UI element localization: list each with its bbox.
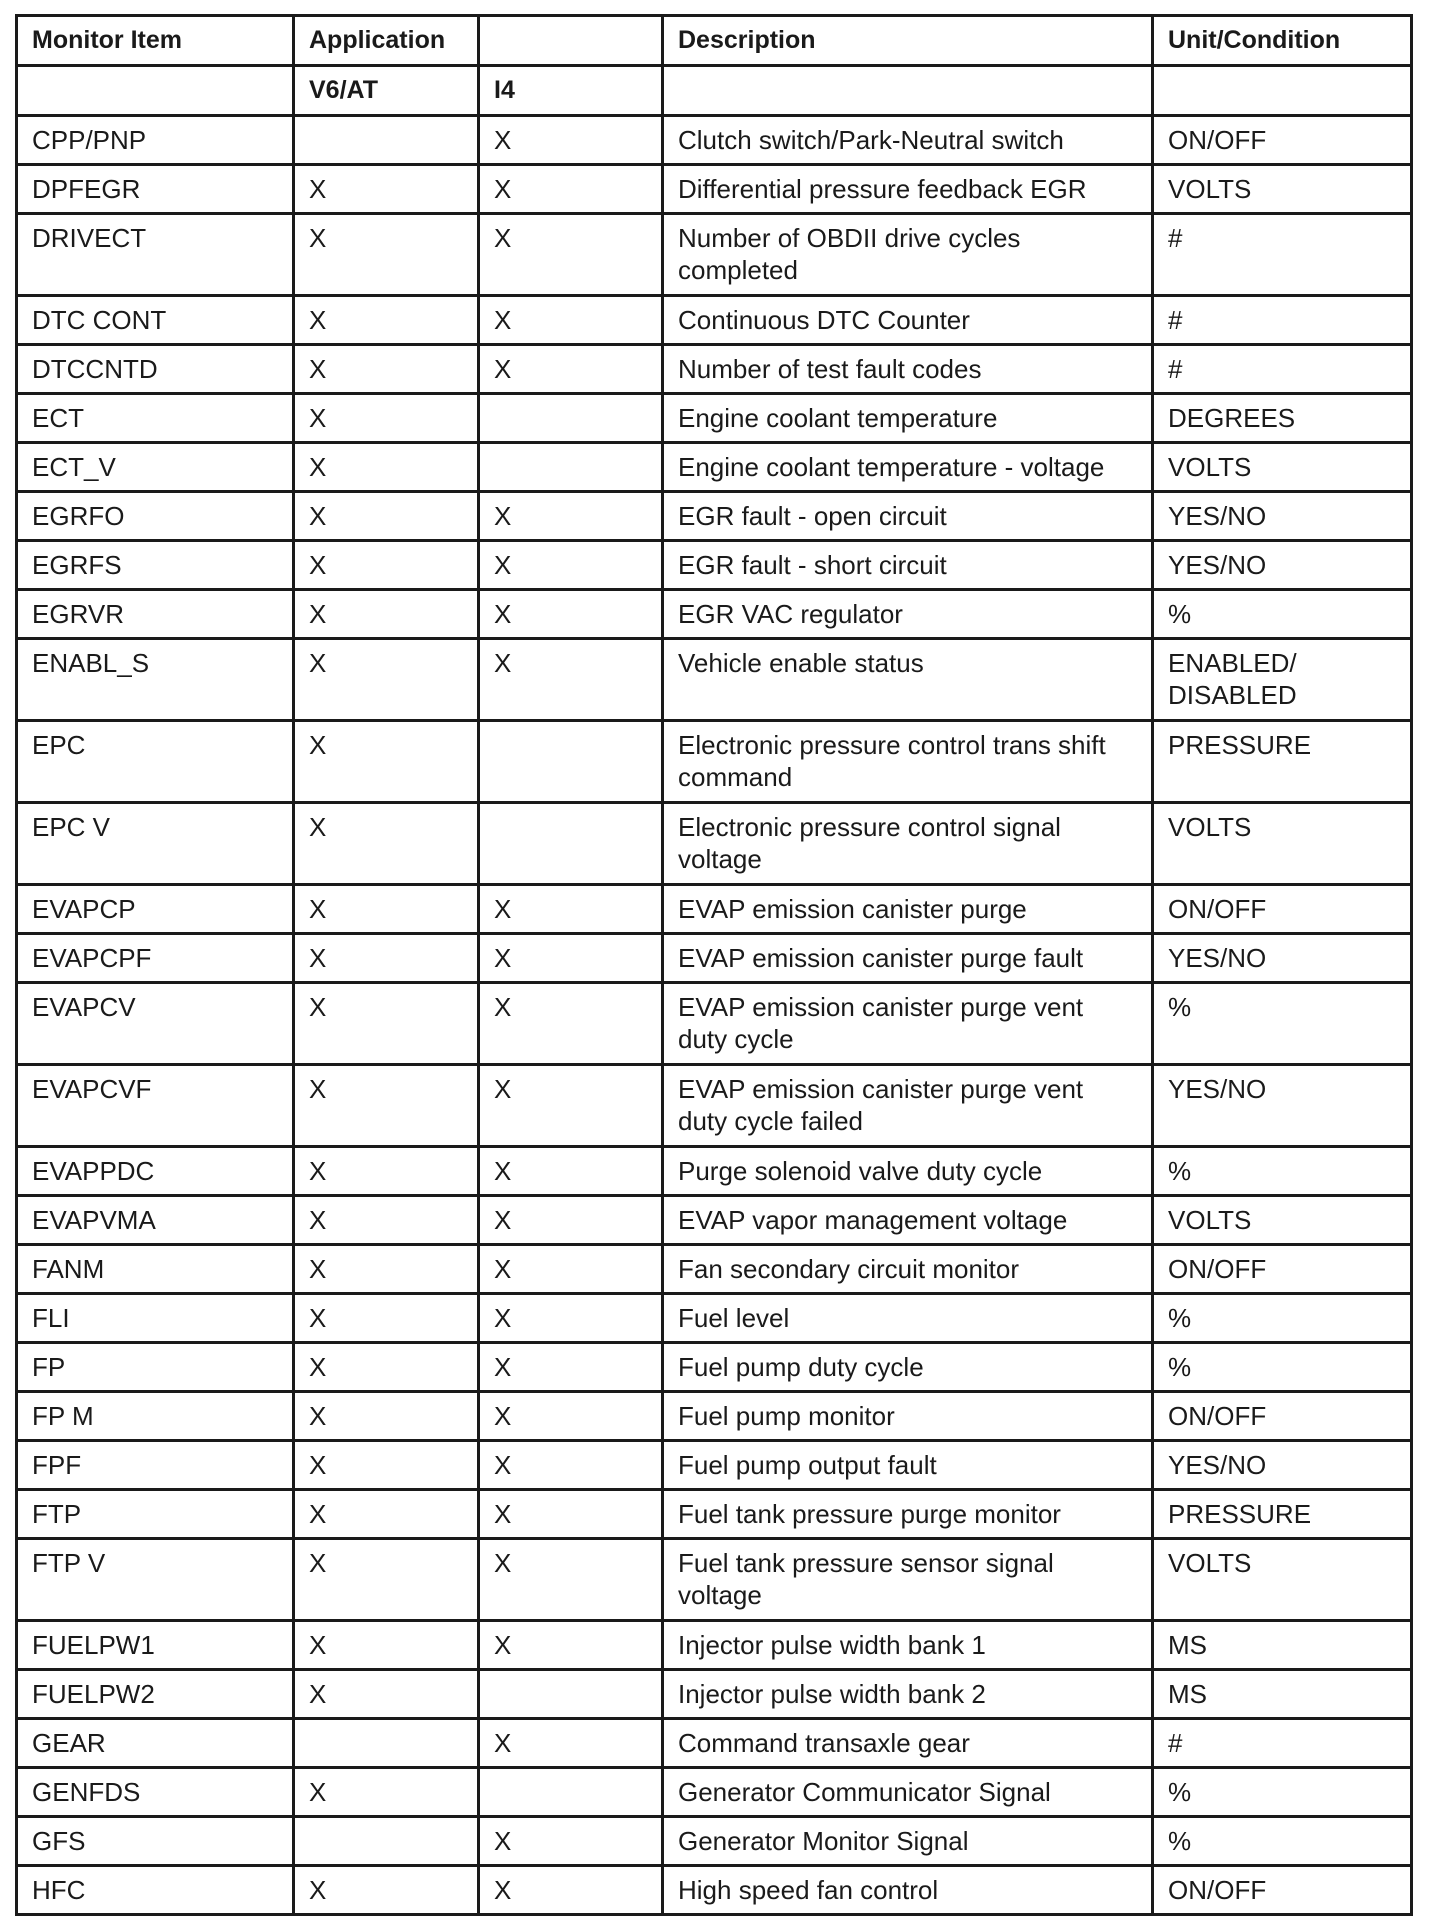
i4-cell: X: [479, 541, 663, 590]
unit-cell: VOLTS: [1153, 443, 1412, 492]
description-cell: Electronic pressure control signal voltage: [663, 803, 1153, 885]
i4-cell: [479, 443, 663, 492]
subheader-blank: [1153, 66, 1412, 116]
table-row: [17, 492, 1412, 541]
monitor-item-cell: FP: [17, 1343, 294, 1392]
description-cell: EGR fault - short circuit: [663, 541, 1153, 590]
header-monitor-item: Monitor Item: [17, 16, 294, 66]
v6at-cell: [294, 1817, 479, 1866]
table-row: [17, 1294, 1412, 1343]
table-row: [17, 116, 1412, 165]
description-cell: Fuel tank pressure sensor signal voltage: [663, 1539, 1153, 1621]
subheader-v6at: V6/AT: [294, 66, 479, 116]
monitor-item-cell: ECT: [17, 394, 294, 443]
v6at-cell: X: [294, 394, 479, 443]
table-row: [17, 165, 1412, 214]
table-row: [17, 885, 1412, 934]
monitor-item-cell: EVAPCPF: [17, 934, 294, 983]
unit-cell: %: [1153, 1817, 1412, 1866]
unit-cell: VOLTS: [1153, 1539, 1412, 1621]
monitor-item-cell: DPFEGR: [17, 165, 294, 214]
unit-cell: PRESSURE: [1153, 1490, 1412, 1539]
v6at-cell: X: [294, 1065, 479, 1147]
v6at-cell: X: [294, 1866, 479, 1915]
monitor-item-cell: EGRFO: [17, 492, 294, 541]
table-body: [17, 116, 1412, 1915]
unit-cell: DEGREES: [1153, 394, 1412, 443]
v6at-cell: X: [294, 1343, 479, 1392]
monitor-item-cell: FPF: [17, 1441, 294, 1490]
table-row: [17, 214, 1412, 296]
table-row: [17, 1768, 1412, 1817]
unit-cell: ON/OFF: [1153, 116, 1412, 165]
description-cell: High speed fan control: [663, 1866, 1153, 1915]
monitor-item-cell: EVAPCP: [17, 885, 294, 934]
unit-cell: #: [1153, 296, 1412, 345]
monitor-item-cell: ENABL_S: [17, 639, 294, 721]
i4-cell: X: [479, 1817, 663, 1866]
i4-cell: X: [479, 1196, 663, 1245]
v6at-cell: X: [294, 1539, 479, 1621]
monitor-item-cell: GFS: [17, 1817, 294, 1866]
unit-cell: PRESSURE: [1153, 721, 1412, 803]
header-unit-condition: Unit/Condition: [1153, 16, 1412, 66]
monitor-item-cell: DRIVECT: [17, 214, 294, 296]
table-row: [17, 983, 1412, 1065]
description-cell: Engine coolant temperature - voltage: [663, 443, 1153, 492]
table-row: [17, 394, 1412, 443]
unit-cell: ENABLED/ DISABLED: [1153, 639, 1412, 721]
unit-cell: #: [1153, 1719, 1412, 1768]
i4-cell: [479, 803, 663, 885]
monitor-item-cell: EVAPCVF: [17, 1065, 294, 1147]
unit-cell: YES/NO: [1153, 934, 1412, 983]
table-row: [17, 1621, 1412, 1670]
i4-cell: X: [479, 296, 663, 345]
table-row: [17, 1147, 1412, 1196]
description-cell: Electronic pressure control trans shift command: [663, 721, 1153, 803]
header-blank: [479, 16, 663, 66]
description-cell: Continuous DTC Counter: [663, 296, 1153, 345]
v6at-cell: X: [294, 541, 479, 590]
unit-cell: ON/OFF: [1153, 885, 1412, 934]
unit-cell: YES/NO: [1153, 541, 1412, 590]
table-row: [17, 1441, 1412, 1490]
description-cell: Engine coolant temperature: [663, 394, 1153, 443]
monitor-item-cell: EPC V: [17, 803, 294, 885]
v6at-cell: [294, 1719, 479, 1768]
description-cell: Number of OBDII drive cycles completed: [663, 214, 1153, 296]
monitor-item-cell: EPC: [17, 721, 294, 803]
i4-cell: X: [479, 1245, 663, 1294]
monitor-item-cell: EGRFS: [17, 541, 294, 590]
description-cell: Injector pulse width bank 1: [663, 1621, 1153, 1670]
header-description: Description: [663, 16, 1153, 66]
table-row: [17, 721, 1412, 803]
description-cell: Number of test fault codes: [663, 345, 1153, 394]
unit-cell: VOLTS: [1153, 803, 1412, 885]
description-cell: Fuel tank pressure purge monitor: [663, 1490, 1153, 1539]
table-row: [17, 803, 1412, 885]
i4-cell: X: [479, 1621, 663, 1670]
description-cell: Vehicle enable status: [663, 639, 1153, 721]
monitor-item-cell: GEAR: [17, 1719, 294, 1768]
i4-cell: X: [479, 1343, 663, 1392]
description-cell: Fuel level: [663, 1294, 1153, 1343]
table-row: [17, 1490, 1412, 1539]
monitor-item-cell: EVAPVMA: [17, 1196, 294, 1245]
subheader-row: [17, 66, 1412, 116]
v6at-cell: X: [294, 1196, 479, 1245]
v6at-cell: X: [294, 165, 479, 214]
i4-cell: X: [479, 1147, 663, 1196]
i4-cell: [479, 721, 663, 803]
v6at-cell: X: [294, 492, 479, 541]
table-row: [17, 1866, 1412, 1915]
monitor-table: [15, 14, 1413, 1916]
table-row: [17, 1719, 1412, 1768]
i4-cell: X: [479, 116, 663, 165]
monitor-item-cell: FTP: [17, 1490, 294, 1539]
description-cell: EGR fault - open circuit: [663, 492, 1153, 541]
unit-cell: ON/OFF: [1153, 1866, 1412, 1915]
unit-cell: MS: [1153, 1670, 1412, 1719]
description-cell: Generator Communicator Signal: [663, 1768, 1153, 1817]
description-cell: Fuel pump output fault: [663, 1441, 1153, 1490]
v6at-cell: X: [294, 1245, 479, 1294]
v6at-cell: X: [294, 934, 479, 983]
monitor-item-cell: FLI: [17, 1294, 294, 1343]
table-row: [17, 1817, 1412, 1866]
v6at-cell: X: [294, 983, 479, 1065]
v6at-cell: X: [294, 639, 479, 721]
description-cell: EVAP emission canister purge fault: [663, 934, 1153, 983]
subheader-blank: [17, 66, 294, 116]
description-cell: EVAP emission canister purge vent duty cycle: [663, 983, 1153, 1065]
unit-cell: %: [1153, 1768, 1412, 1817]
unit-cell: MS: [1153, 1621, 1412, 1670]
table-row: [17, 1670, 1412, 1719]
unit-cell: YES/NO: [1153, 1065, 1412, 1147]
v6at-cell: X: [294, 1768, 479, 1817]
table-row: [17, 345, 1412, 394]
v6at-cell: X: [294, 296, 479, 345]
unit-cell: %: [1153, 1147, 1412, 1196]
v6at-cell: X: [294, 1621, 479, 1670]
i4-cell: [479, 1768, 663, 1817]
i4-cell: X: [479, 1490, 663, 1539]
i4-cell: X: [479, 214, 663, 296]
v6at-cell: [294, 116, 479, 165]
i4-cell: X: [479, 1441, 663, 1490]
unit-cell: %: [1153, 590, 1412, 639]
monitor-item-cell: EGRVR: [17, 590, 294, 639]
i4-cell: X: [479, 590, 663, 639]
description-cell: Clutch switch/Park-Neutral switch: [663, 116, 1153, 165]
v6at-cell: X: [294, 721, 479, 803]
description-cell: Fuel pump monitor: [663, 1392, 1153, 1441]
monitor-item-cell: DTC CONT: [17, 296, 294, 345]
table-row: [17, 1343, 1412, 1392]
i4-cell: X: [479, 1866, 663, 1915]
i4-cell: [479, 394, 663, 443]
i4-cell: X: [479, 1065, 663, 1147]
monitor-item-cell: DTCCNTD: [17, 345, 294, 394]
monitor-item-cell: CPP/PNP: [17, 116, 294, 165]
unit-cell: VOLTS: [1153, 1196, 1412, 1245]
monitor-item-cell: HFC: [17, 1866, 294, 1915]
description-cell: Generator Monitor Signal: [663, 1817, 1153, 1866]
i4-cell: X: [479, 345, 663, 394]
table-row: [17, 934, 1412, 983]
v6at-cell: X: [294, 1441, 479, 1490]
description-cell: EGR VAC regulator: [663, 590, 1153, 639]
table-row: [17, 1539, 1412, 1621]
v6at-cell: X: [294, 1147, 479, 1196]
description-cell: EVAP emission canister purge: [663, 885, 1153, 934]
unit-cell: YES/NO: [1153, 492, 1412, 541]
description-cell: EVAP emission canister purge vent duty cycle failed: [663, 1065, 1153, 1147]
unit-cell: #: [1153, 345, 1412, 394]
v6at-cell: X: [294, 443, 479, 492]
i4-cell: X: [479, 1539, 663, 1621]
table-row: [17, 1065, 1412, 1147]
description-cell: Fan secondary circuit monitor: [663, 1245, 1153, 1294]
table-row: [17, 1392, 1412, 1441]
i4-cell: X: [479, 934, 663, 983]
i4-cell: X: [479, 492, 663, 541]
table-row: [17, 639, 1412, 721]
description-cell: Fuel pump duty cycle: [663, 1343, 1153, 1392]
v6at-cell: X: [294, 345, 479, 394]
v6at-cell: X: [294, 1490, 479, 1539]
i4-cell: X: [479, 165, 663, 214]
description-cell: Command transaxle gear: [663, 1719, 1153, 1768]
table-row: [17, 1196, 1412, 1245]
table-row: [17, 541, 1412, 590]
description-cell: EVAP vapor management voltage: [663, 1196, 1153, 1245]
v6at-cell: X: [294, 590, 479, 639]
i4-cell: X: [479, 885, 663, 934]
description-cell: Differential pressure feedback EGR: [663, 165, 1153, 214]
monitor-item-cell: FTP V: [17, 1539, 294, 1621]
i4-cell: X: [479, 1294, 663, 1343]
unit-cell: %: [1153, 1343, 1412, 1392]
monitor-item-cell: ECT_V: [17, 443, 294, 492]
i4-cell: X: [479, 1719, 663, 1768]
description-cell: Purge solenoid valve duty cycle: [663, 1147, 1153, 1196]
unit-cell: ON/OFF: [1153, 1245, 1412, 1294]
i4-cell: X: [479, 983, 663, 1065]
unit-cell: ON/OFF: [1153, 1392, 1412, 1441]
monitor-item-cell: GENFDS: [17, 1768, 294, 1817]
v6at-cell: X: [294, 214, 479, 296]
table-row: [17, 1245, 1412, 1294]
v6at-cell: X: [294, 1294, 479, 1343]
unit-cell: YES/NO: [1153, 1441, 1412, 1490]
unit-cell: VOLTS: [1153, 165, 1412, 214]
monitor-item-cell: EVAPCV: [17, 983, 294, 1065]
table-row: [17, 296, 1412, 345]
monitor-item-cell: FANM: [17, 1245, 294, 1294]
i4-cell: X: [479, 639, 663, 721]
unit-cell: %: [1153, 1294, 1412, 1343]
description-cell: Injector pulse width bank 2: [663, 1670, 1153, 1719]
monitor-item-cell: EVAPPDC: [17, 1147, 294, 1196]
header-row: [17, 16, 1412, 66]
v6at-cell: X: [294, 1392, 479, 1441]
monitor-item-cell: FUELPW1: [17, 1621, 294, 1670]
subheader-i4: I4: [479, 66, 663, 116]
v6at-cell: X: [294, 885, 479, 934]
unit-cell: %: [1153, 983, 1412, 1065]
table-row: [17, 590, 1412, 639]
unit-cell: #: [1153, 214, 1412, 296]
i4-cell: [479, 1670, 663, 1719]
table-row: [17, 443, 1412, 492]
monitor-item-cell: FUELPW2: [17, 1670, 294, 1719]
v6at-cell: X: [294, 803, 479, 885]
header-application: Application: [294, 16, 479, 66]
i4-cell: X: [479, 1392, 663, 1441]
subheader-blank: [663, 66, 1153, 116]
monitor-item-cell: FP M: [17, 1392, 294, 1441]
v6at-cell: X: [294, 1670, 479, 1719]
